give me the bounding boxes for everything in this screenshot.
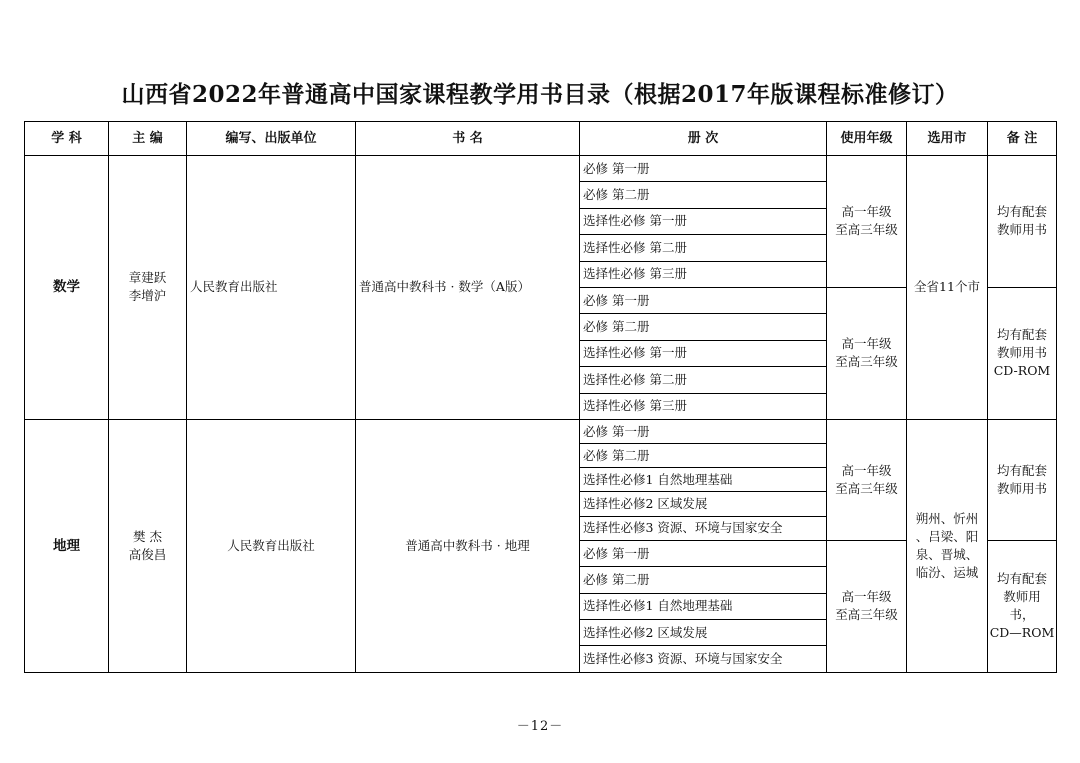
header-publisher: 编写、出版单位 <box>187 122 356 156</box>
grade-cell <box>827 287 907 419</box>
editor-name: 李增沪 <box>128 288 167 304</box>
note-cell <box>988 287 1057 419</box>
volume-cell: 选择性必修2 区域发展 <box>580 620 827 646</box>
grade-cell <box>827 419 907 540</box>
volume-cell: 必修 第一册 <box>580 156 827 182</box>
volume-cell: 必修 第二册 <box>580 567 827 593</box>
note-line: CD-ROM <box>993 363 1051 379</box>
city-cell <box>907 419 988 672</box>
table-row <box>25 156 1057 182</box>
note-line: 教师用书 <box>996 480 1047 496</box>
editor-cell <box>109 156 187 420</box>
header-editor: 主 编 <box>109 122 187 156</box>
subject-cell: 地理 <box>25 419 109 672</box>
header-book: 书 名 <box>356 122 580 156</box>
volume-cell: 必修 第二册 <box>580 314 827 340</box>
grade-line: 至高三年级 <box>835 222 898 238</box>
page-number: －12－ <box>516 719 564 734</box>
header-volume: 册 次 <box>580 122 827 156</box>
note-line: 教师用 <box>1003 589 1041 605</box>
note-line: 教师用书 <box>996 222 1047 238</box>
grade-line: 至高三年级 <box>835 354 898 370</box>
volume-cell: 选择性必修 第三册 <box>580 261 827 287</box>
volume-cell: 选择性必修 第三册 <box>580 393 827 419</box>
note-cell <box>988 540 1057 672</box>
table-header-row <box>25 122 1057 156</box>
volume-cell: 选择性必修 第二册 <box>580 367 827 393</box>
header-city: 选用市 <box>907 122 988 156</box>
volume-cell: 选择性必修2 区域发展 <box>580 492 827 516</box>
book-cell: 普通高中教科书 · 地理 <box>356 419 580 672</box>
city-line: 朔州、忻州 <box>915 510 979 526</box>
city-cell: 全省11个市 <box>907 156 988 420</box>
grade-cell <box>827 540 907 672</box>
grade-line: 至高三年级 <box>835 480 898 496</box>
volume-cell: 必修 第二册 <box>580 182 827 208</box>
volume-cell: 选择性必修 第一册 <box>580 208 827 234</box>
grade-line: 高一年级 <box>841 589 892 605</box>
note-cell <box>988 419 1057 540</box>
grade-line: 至高三年级 <box>835 607 898 623</box>
note-line: 教师用书 <box>996 345 1047 361</box>
city-line: 泉、晋城、 <box>915 546 979 562</box>
volume-cell: 选择性必修3 资源、环境与国家安全 <box>580 516 827 540</box>
note-line: 均有配套 <box>996 571 1047 587</box>
volume-cell: 选择性必修 第一册 <box>580 340 827 366</box>
volume-cell: 选择性必修3 资源、环境与国家安全 <box>580 646 827 673</box>
volume-cell: 必修 第二册 <box>580 444 827 468</box>
volume-cell: 选择性必修1 自然地理基础 <box>580 593 827 619</box>
textbook-catalog-table <box>24 121 1057 673</box>
note-line: 书， <box>1009 607 1035 623</box>
volume-cell: 必修 第一册 <box>580 287 827 313</box>
editor-cell <box>109 419 187 672</box>
publisher-cell: 人民教育出版社 <box>187 419 356 672</box>
grade-line: 高一年级 <box>841 204 892 220</box>
note-cell <box>988 156 1057 288</box>
editor-name: 高俊昌 <box>128 546 167 562</box>
table-row <box>25 419 1057 443</box>
book-cell: 普通高中教科书 · 数学（A版） <box>356 156 580 420</box>
volume-cell: 必修 第一册 <box>580 419 827 443</box>
editor-name: 章建跃 <box>128 270 167 286</box>
city-line: 、吕梁、阳 <box>915 528 979 544</box>
grade-cell <box>827 156 907 288</box>
volume-cell: 必修 第一册 <box>580 540 827 566</box>
grade-line: 高一年级 <box>841 336 892 352</box>
publisher-cell: 人民教育出版社 <box>187 156 356 420</box>
document-title: 山西省2022年普通高中国家课程教学用书目录（根据2017年版课程标准修订） <box>121 81 959 108</box>
city-line: 临汾、运城 <box>915 564 979 580</box>
subject-cell: 数学 <box>25 156 109 420</box>
note-line: 均有配套 <box>996 462 1047 478</box>
header-subject: 学 科 <box>25 122 109 156</box>
note-line: 均有配套 <box>996 327 1047 343</box>
header-note: 备 注 <box>988 122 1057 156</box>
note-line: 均有配套 <box>996 204 1047 220</box>
header-grade: 使用年级 <box>827 122 907 156</box>
volume-cell: 选择性必修1 自然地理基础 <box>580 468 827 492</box>
editor-name: 樊 杰 <box>133 528 162 544</box>
volume-cell: 选择性必修 第二册 <box>580 235 827 261</box>
note-line: CD—ROM <box>989 625 1055 641</box>
grade-line: 高一年级 <box>841 462 892 478</box>
